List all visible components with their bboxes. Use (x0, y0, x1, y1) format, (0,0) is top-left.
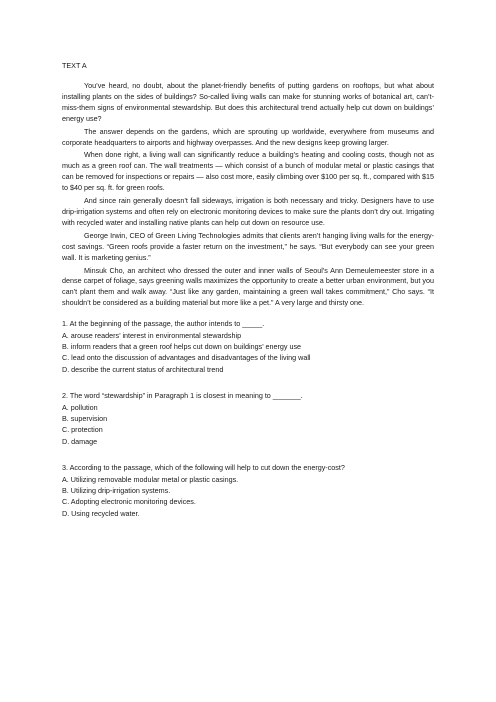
answer-option-c: C. lead onto the discussion of advantages and disadvantages of the living wall (62, 353, 311, 363)
passage (62, 81, 434, 309)
passage-paragraph: George Irwin, CEO of Green Living Technologies admits that clients aren’t hanging living walls for the energy-cost savings. “Green roofs provide a faster return on the investment,” he says. “But everybody can see your green wall. It is marketing genius.” (62, 230, 434, 262)
passage-paragraph: When done right, a living wall can significantly reduce a building’s heating and cooling costs, though not as much as a green roof can. The wall treatments — which consist of a bunch of modular metal or plastic casings that can be removed for inspections or repairs — also cost more, easily climbing over $100 per sq. ft., compared with $15 to $40 per sq. ft. for green roofs. (62, 150, 434, 193)
answer-option-d: D. Using recycled water. (62, 508, 140, 518)
answer-option-a: A. arouse readers’ interest in environmental stewardship (62, 330, 242, 340)
answer-option-d: D. damage (62, 436, 98, 446)
answer-option-b: B. Utilizing drip-irrigation systems. (62, 486, 171, 495)
question-3 (62, 462, 434, 519)
answer-option-b: B. supervision (62, 413, 108, 423)
question-stem: 3. According to the passage, which of the following will help to cut down the energy-cost? (62, 463, 345, 473)
answer-option-b: B. inform readers that a green roof helps cut down on buildings’ energy use (62, 341, 302, 351)
question-2 (62, 390, 434, 447)
answer-option-a: A. Utilizing removable modular metal or plastic casings. (62, 474, 239, 484)
passage-paragraph: And since rain generally doesn’t fall sideways, irrigation is both necessary and tricky. Designers have to use drip-irrigation systems and often rely on electronic monitoring devices to make sure the plants don’t dry out. Irrigating with recycled water and installing native plants can help cut down on resource use. (62, 196, 434, 227)
passage-paragraph: You’ve heard, no doubt, about the planet-friendly benefits of putting gardens on rooftops, but what about installing plants on the sides of buildings? So-called living walls can make for stunning works of botanical art, can’t-miss-them signs of environmental stewardship. But does this architectural trend actually help cut down on buildings’ energy use? (62, 81, 434, 123)
question-list (62, 318, 434, 519)
passage-paragraph: Minsuk Cho, an architect who dressed the outer and inner walls of Seoul’s Ann Demeulemeester store in a dense carpet of foliage, says greening walls maximizes the opportunity to create a better urban environment, but you can’t plant them and walk away. “Just like any garden, maintaining a green wall takes commitment,” Cho says. “It shouldn’t be considered as a building material but more like a pet.” A very large and thirsty one. (62, 265, 434, 308)
passage-paragraph: The answer depends on the gardens, which are sprouting up worldwide, everywhere from museums and corporate headquarters to airports and highway overpasses. And the new designs keep growing larger. (62, 126, 434, 147)
answer-option-c: C. Adopting electronic monitoring devices. (62, 497, 196, 507)
passage-heading: TEXT A (62, 61, 87, 70)
question-stem: 2. The word “stewardship” in Paragraph 1 is closest in meaning to _______. (62, 391, 303, 401)
question-1 (62, 318, 434, 375)
answer-option-d: D. describe the current status of architectural trend (62, 364, 224, 374)
question-stem: 1. At the beginning of the passage, the author intends to _____. (62, 319, 265, 329)
answer-option-c: C. protection (62, 425, 103, 435)
answer-option-a: A. pollution (62, 402, 98, 412)
